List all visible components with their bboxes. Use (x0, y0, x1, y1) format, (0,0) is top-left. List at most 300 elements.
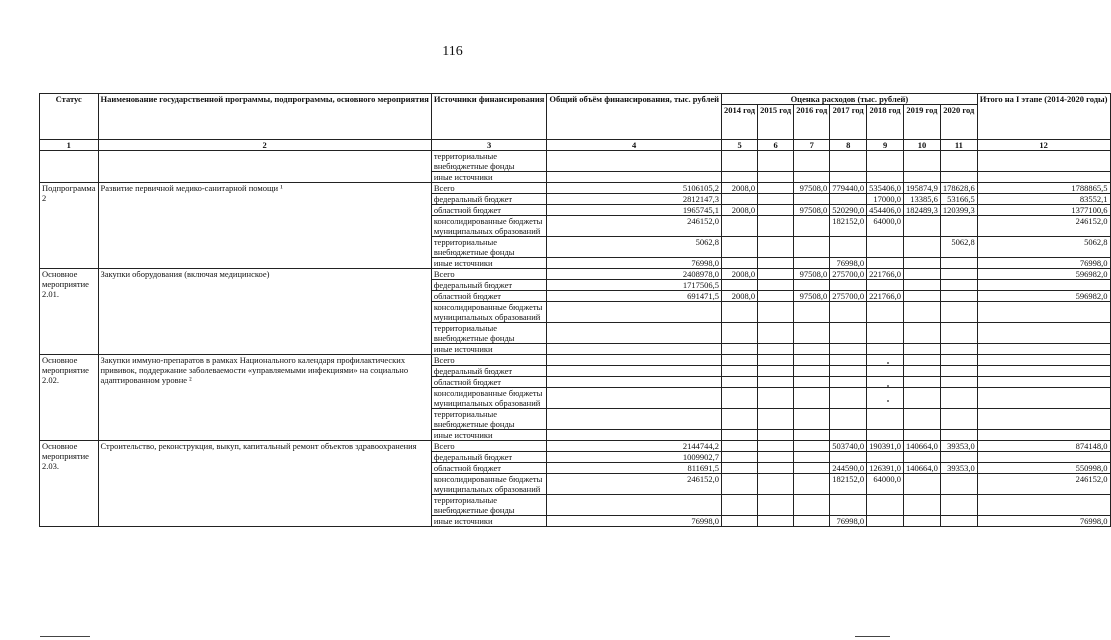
value-cell (758, 323, 794, 344)
source-cell: консолидированные бюджеты муниципальных образований (431, 474, 546, 495)
value-cell (758, 409, 794, 430)
header-year: 2018 год (867, 105, 904, 140)
value-cell (904, 302, 941, 323)
budget-table (39, 93, 1111, 527)
value-cell (758, 430, 794, 441)
value-cell: 1009902,7 (547, 452, 722, 463)
value-cell: 2008,0 (722, 291, 758, 302)
value-cell: 97508,0 (794, 183, 830, 194)
value-cell (867, 172, 904, 183)
column-number: 4 (547, 140, 722, 151)
value-cell: 221766,0 (867, 269, 904, 280)
column-number: 2 (98, 140, 431, 151)
name-cell: Закупки оборудования (включая медицинское) (98, 269, 431, 355)
value-cell (794, 216, 830, 237)
status-cell: Основное мероприятие 2.03. (40, 441, 99, 527)
value-cell: 76998,0 (830, 516, 867, 527)
value-cell (904, 495, 941, 516)
value-cell (940, 377, 977, 388)
value-cell (904, 269, 941, 280)
header-year: 2017 год (830, 105, 867, 140)
value-cell (794, 344, 830, 355)
value-cell: 596982,0 (977, 291, 1110, 302)
value-cell (547, 495, 722, 516)
source-cell: иные источники (431, 258, 546, 269)
value-cell (940, 495, 977, 516)
value-cell (830, 323, 867, 344)
value-cell (904, 355, 941, 366)
value-cell (722, 441, 758, 452)
source-cell: иные источники (431, 516, 546, 527)
value-cell: 76998,0 (977, 258, 1110, 269)
value-cell (940, 151, 977, 172)
header-row (40, 94, 1111, 105)
value-cell: 140664,0 (904, 463, 941, 474)
value-cell: 1965745,1 (547, 205, 722, 216)
value-cell (830, 355, 867, 366)
value-cell: 811691,5 (547, 463, 722, 474)
value-cell: 275700,0 (830, 291, 867, 302)
value-cell: 2408978,0 (547, 269, 722, 280)
header-year: 2015 год (758, 105, 794, 140)
value-cell (547, 366, 722, 377)
value-cell (867, 323, 904, 344)
value-cell: 246152,0 (977, 474, 1110, 495)
value-cell: 246152,0 (977, 216, 1110, 237)
value-cell (547, 355, 722, 366)
value-cell: 39353,0 (940, 441, 977, 452)
value-cell (977, 151, 1110, 172)
table-row (40, 183, 1111, 194)
value-cell (758, 355, 794, 366)
table-row (40, 441, 1111, 452)
value-cell (758, 205, 794, 216)
name-cell (98, 151, 431, 183)
value-cell (758, 183, 794, 194)
value-cell (867, 516, 904, 527)
value-cell: 97508,0 (794, 291, 830, 302)
value-cell (758, 516, 794, 527)
value-cell (867, 344, 904, 355)
value-cell (758, 172, 794, 183)
value-cell (547, 430, 722, 441)
value-cell (830, 377, 867, 388)
source-cell: территориальные внебюджетные фонды (431, 151, 546, 172)
value-cell: 182489,3 (904, 205, 941, 216)
value-cell (940, 516, 977, 527)
value-cell: 221766,0 (867, 291, 904, 302)
source-cell: областной бюджет (431, 463, 546, 474)
value-cell (830, 280, 867, 291)
value-cell: 503740,0 (830, 441, 867, 452)
value-cell (722, 344, 758, 355)
value-cell (867, 388, 904, 409)
value-cell (547, 151, 722, 172)
value-cell: 97508,0 (794, 269, 830, 280)
value-cell: 76998,0 (547, 516, 722, 527)
value-cell: 83552,1 (977, 194, 1110, 205)
value-cell (722, 430, 758, 441)
value-cell: 76998,0 (830, 258, 867, 269)
value-cell (867, 302, 904, 323)
value-cell (547, 172, 722, 183)
value-cell: 5106105,2 (547, 183, 722, 194)
value-cell (977, 172, 1110, 183)
value-cell (758, 463, 794, 474)
value-cell: 76998,0 (547, 258, 722, 269)
status-cell: Подпрограмма 2 (40, 183, 99, 269)
scan-artifact (40, 636, 90, 637)
value-cell (830, 344, 867, 355)
source-cell: территориальные внебюджетные фонды (431, 409, 546, 430)
scan-artifact (855, 636, 890, 637)
value-cell (722, 463, 758, 474)
value-cell (722, 355, 758, 366)
value-cell (904, 344, 941, 355)
value-cell (547, 377, 722, 388)
value-cell (830, 409, 867, 430)
column-number: 12 (977, 140, 1110, 151)
value-cell (977, 377, 1110, 388)
value-cell (758, 216, 794, 237)
value-cell (794, 237, 830, 258)
value-cell: 120399,3 (940, 205, 977, 216)
status-cell (40, 151, 99, 183)
value-cell (794, 409, 830, 430)
scan-artifact (887, 362, 889, 364)
value-cell (977, 344, 1110, 355)
value-cell (940, 323, 977, 344)
value-cell: 5062,8 (547, 237, 722, 258)
value-cell (977, 495, 1110, 516)
value-cell (867, 452, 904, 463)
value-cell (794, 377, 830, 388)
value-cell: 17000,0 (867, 194, 904, 205)
value-cell (758, 237, 794, 258)
value-cell (977, 302, 1110, 323)
value-cell (794, 355, 830, 366)
value-cell: 2008,0 (722, 269, 758, 280)
value-cell: 182152,0 (830, 474, 867, 495)
value-cell (722, 194, 758, 205)
source-cell: федеральный бюджет (431, 366, 546, 377)
value-cell (758, 151, 794, 172)
value-cell (794, 516, 830, 527)
value-cell (830, 495, 867, 516)
value-cell (794, 495, 830, 516)
value-cell: 691471,5 (547, 291, 722, 302)
value-cell (977, 388, 1110, 409)
table-row (40, 355, 1111, 366)
value-cell (758, 388, 794, 409)
value-cell (722, 237, 758, 258)
header-total: Общий объём финансирования, тыс. рублей (547, 94, 722, 140)
source-cell: территориальные внебюджетные фонды (431, 237, 546, 258)
value-cell: 64000,0 (867, 216, 904, 237)
header-year: 2016 год (794, 105, 830, 140)
header-year: 2020 год (940, 105, 977, 140)
value-cell (758, 495, 794, 516)
value-cell (977, 355, 1110, 366)
value-cell (867, 377, 904, 388)
value-cell (940, 216, 977, 237)
value-cell: 275700,0 (830, 269, 867, 280)
value-cell (977, 280, 1110, 291)
source-cell: территориальные внебюджетные фонды (431, 323, 546, 344)
value-cell (758, 280, 794, 291)
value-cell (794, 258, 830, 269)
value-cell (904, 430, 941, 441)
value-cell: 140664,0 (904, 441, 941, 452)
source-cell: федеральный бюджет (431, 194, 546, 205)
table-row (40, 151, 1111, 172)
value-cell (867, 280, 904, 291)
column-number: 11 (940, 140, 977, 151)
value-cell (940, 344, 977, 355)
value-cell (940, 172, 977, 183)
column-number: 3 (431, 140, 546, 151)
value-cell: 874148,0 (977, 441, 1110, 452)
source-cell: иные источники (431, 430, 546, 441)
value-cell (830, 237, 867, 258)
value-cell (722, 495, 758, 516)
value-cell: 126391,0 (867, 463, 904, 474)
value-cell (867, 430, 904, 441)
source-cell: областной бюджет (431, 205, 546, 216)
value-cell (904, 409, 941, 430)
value-cell (830, 151, 867, 172)
status-cell: Основное мероприятие 2.02. (40, 355, 99, 441)
value-cell (758, 441, 794, 452)
value-cell (940, 452, 977, 463)
value-cell (940, 355, 977, 366)
value-cell: 5062,8 (977, 237, 1110, 258)
column-number: 7 (794, 140, 830, 151)
header-year: 2014 год (722, 105, 758, 140)
value-cell (794, 151, 830, 172)
value-cell (758, 474, 794, 495)
value-cell (904, 216, 941, 237)
value-cell: 246152,0 (547, 216, 722, 237)
source-cell: территориальные внебюджетные фонды (431, 495, 546, 516)
value-cell: 2144744,2 (547, 441, 722, 452)
value-cell (867, 355, 904, 366)
header-sources: Источники финансирования (431, 94, 546, 140)
value-cell: 1717506,5 (547, 280, 722, 291)
value-cell: 195874,9 (904, 183, 941, 194)
value-cell (904, 323, 941, 344)
value-cell (794, 323, 830, 344)
value-cell (758, 377, 794, 388)
scan-artifact (887, 385, 889, 387)
value-cell (940, 409, 977, 430)
value-cell (904, 452, 941, 463)
column-number: 9 (867, 140, 904, 151)
value-cell (940, 291, 977, 302)
value-cell: 5062,8 (940, 237, 977, 258)
header-status: Статус (40, 94, 99, 140)
value-cell (904, 237, 941, 258)
value-cell (830, 366, 867, 377)
value-cell (940, 258, 977, 269)
name-cell: Развитие первичной медико-санитарной помощи ¹ (98, 183, 431, 269)
source-cell: Всего (431, 269, 546, 280)
value-cell (867, 237, 904, 258)
page-number: 116 (442, 44, 463, 59)
value-cell: 1377100,6 (977, 205, 1110, 216)
value-cell (758, 269, 794, 280)
source-cell: федеральный бюджет (431, 452, 546, 463)
value-cell (867, 366, 904, 377)
value-cell (977, 409, 1110, 430)
column-number-row (40, 140, 1111, 151)
source-cell: федеральный бюджет (431, 280, 546, 291)
value-cell: 779440,0 (830, 183, 867, 194)
value-cell (940, 388, 977, 409)
value-cell (722, 151, 758, 172)
value-cell (904, 280, 941, 291)
value-cell: 596982,0 (977, 269, 1110, 280)
value-cell (904, 151, 941, 172)
value-cell (794, 194, 830, 205)
value-cell (867, 258, 904, 269)
value-cell (794, 366, 830, 377)
value-cell (904, 258, 941, 269)
value-cell (722, 172, 758, 183)
value-cell (722, 258, 758, 269)
value-cell (794, 441, 830, 452)
value-cell (547, 344, 722, 355)
column-number: 5 (722, 140, 758, 151)
value-cell (830, 452, 867, 463)
value-cell (722, 366, 758, 377)
value-cell: 182152,0 (830, 216, 867, 237)
value-cell (794, 302, 830, 323)
source-cell: Всего (431, 355, 546, 366)
value-cell (547, 302, 722, 323)
column-number: 1 (40, 140, 99, 151)
value-cell (758, 258, 794, 269)
value-cell (758, 291, 794, 302)
value-cell (977, 366, 1110, 377)
column-number: 8 (830, 140, 867, 151)
value-cell: 2812147,3 (547, 194, 722, 205)
value-cell (940, 430, 977, 441)
value-cell (977, 430, 1110, 441)
value-cell (758, 344, 794, 355)
value-cell (722, 452, 758, 463)
source-cell: консолидированные бюджеты муниципальных образований (431, 216, 546, 237)
value-cell: 178628,6 (940, 183, 977, 194)
value-cell: 535406,0 (867, 183, 904, 194)
value-cell (940, 302, 977, 323)
value-cell (758, 194, 794, 205)
value-cell (904, 377, 941, 388)
name-cell: Закупки иммуно-препаратов в рамках Национального календаря профилактических прививок, поддержание заболеваемости «управляемыми инфекциями» на социально адаптированном уровне ² (98, 355, 431, 441)
header-name: Наименование государственной программы, подпрограммы, основного мероприятия (98, 94, 431, 140)
value-cell: 2008,0 (722, 205, 758, 216)
value-cell (977, 452, 1110, 463)
source-cell: иные источники (431, 172, 546, 183)
value-cell (904, 474, 941, 495)
source-cell: Всего (431, 183, 546, 194)
value-cell: 97508,0 (794, 205, 830, 216)
value-cell: 190391,0 (867, 441, 904, 452)
value-cell (904, 172, 941, 183)
value-cell (722, 516, 758, 527)
source-cell: консолидированные бюджеты муниципальных образований (431, 302, 546, 323)
value-cell (830, 388, 867, 409)
value-cell (940, 366, 977, 377)
value-cell: 76998,0 (977, 516, 1110, 527)
value-cell (547, 409, 722, 430)
value-cell (830, 430, 867, 441)
value-cell: 2008,0 (722, 183, 758, 194)
name-cell: Строительство, реконструкция, выкуп, капитальный ремонт объектов здравоохранения (98, 441, 431, 527)
value-cell (830, 302, 867, 323)
value-cell (830, 172, 867, 183)
value-cell (830, 194, 867, 205)
source-cell: иные источники (431, 344, 546, 355)
value-cell: 520290,0 (830, 205, 867, 216)
value-cell (904, 291, 941, 302)
column-number: 6 (758, 140, 794, 151)
value-cell (904, 516, 941, 527)
value-cell (794, 463, 830, 474)
value-cell (904, 366, 941, 377)
value-cell (794, 474, 830, 495)
source-cell: областной бюджет (431, 291, 546, 302)
value-cell (794, 388, 830, 409)
value-cell (794, 280, 830, 291)
value-cell (547, 323, 722, 344)
value-cell (758, 302, 794, 323)
source-cell: консолидированные бюджеты муниципальных образований (431, 388, 546, 409)
value-cell: 244590,0 (830, 463, 867, 474)
value-cell: 53166,5 (940, 194, 977, 205)
value-cell (867, 409, 904, 430)
column-number: 10 (904, 140, 941, 151)
value-cell (758, 452, 794, 463)
value-cell (722, 377, 758, 388)
value-cell (547, 388, 722, 409)
value-cell (794, 452, 830, 463)
header-stage-total: Итого на I этапе (2014-2020 годы) (977, 94, 1110, 140)
source-cell: Всего (431, 441, 546, 452)
source-cell: областной бюджет (431, 377, 546, 388)
header-estimate: Оценка расходов (тыс. рублей) (722, 94, 978, 105)
value-cell (722, 323, 758, 344)
value-cell (722, 280, 758, 291)
value-cell (722, 474, 758, 495)
value-cell (722, 388, 758, 409)
value-cell: 454406,0 (867, 205, 904, 216)
value-cell (722, 216, 758, 237)
value-cell: 13385,6 (904, 194, 941, 205)
status-cell: Основное мероприятие 2.01. (40, 269, 99, 355)
value-cell (794, 430, 830, 441)
value-cell: 64000,0 (867, 474, 904, 495)
value-cell (794, 172, 830, 183)
value-cell (940, 280, 977, 291)
value-cell (867, 151, 904, 172)
value-cell: 1788865,5 (977, 183, 1110, 194)
value-cell (904, 388, 941, 409)
value-cell (722, 302, 758, 323)
value-cell: 39353,0 (940, 463, 977, 474)
scan-artifact (887, 400, 889, 402)
table-row (40, 269, 1111, 280)
